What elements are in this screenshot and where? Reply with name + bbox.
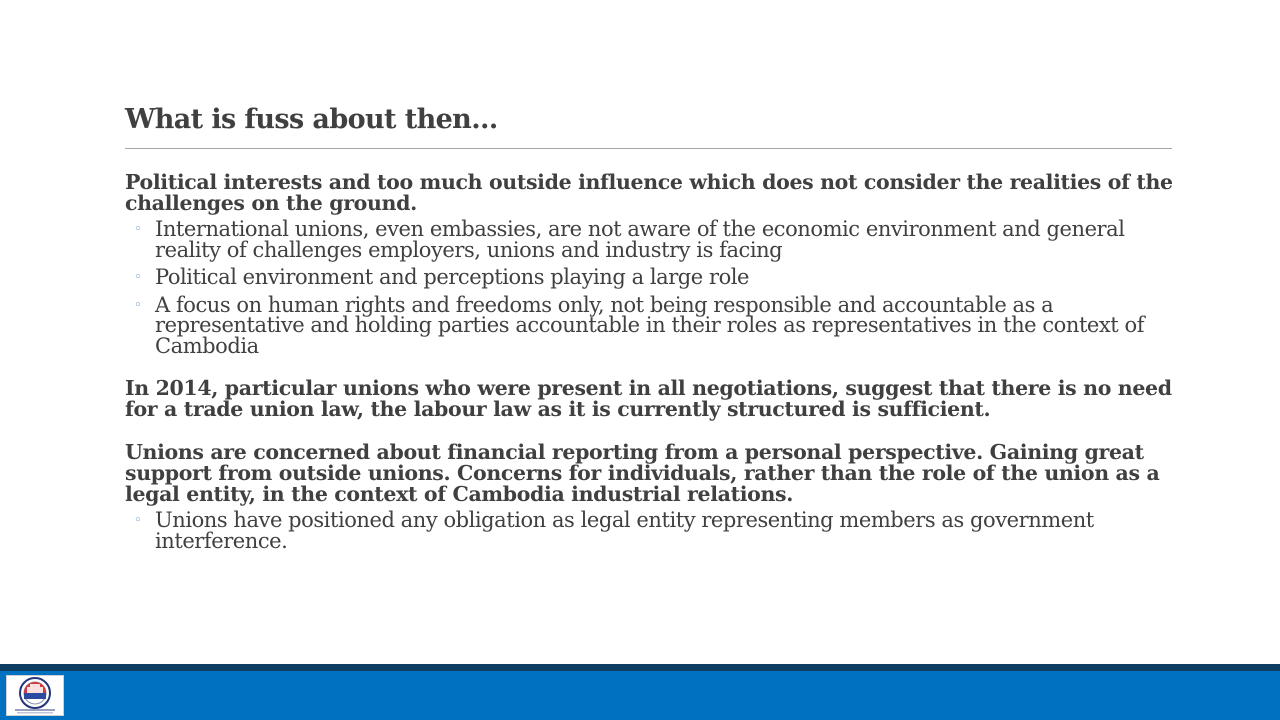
hollow-bullet-icon: ◦ bbox=[134, 297, 142, 313]
list-item bbox=[125, 267, 1175, 288]
footer-band bbox=[0, 671, 1280, 720]
list-item-text: A focus on human rights and freedoms only, not being responsible and accountable as a representative and holding parties accountable in their roles as representatives in the context of Cambodia bbox=[155, 292, 1145, 358]
list-item-text: Political environment and perceptions playing a large role bbox=[155, 265, 750, 289]
paragraph-political-interests: Political interests and too much outside influence which does not consider the realities of the challenges on the ground. bbox=[125, 170, 1173, 215]
list-item-text: International unions, even embassies, are not aware of the economic environment and general reality of challenges employers, unions and industry is facing bbox=[155, 217, 1125, 262]
paragraph-financial-reporting: Unions are concerned about financial reporting from a personal perspective. Gaining great support from outside unions. Concerns for individuals, rather than the role of the union as a legal entity, in the context of Cambodia industrial relations. bbox=[125, 440, 1160, 506]
bullet-list-financial bbox=[125, 510, 1175, 551]
slide-body bbox=[125, 172, 1175, 558]
title-divider bbox=[125, 148, 1172, 149]
organization-seal-logo-icon bbox=[6, 675, 64, 716]
hollow-bullet-icon: ◦ bbox=[134, 270, 142, 285]
paragraph-2014-unions: In 2014, particular unions who were present in all negotiations, suggest that there is no need for a trade union law, the labour law as it is currently structured is sufficient. bbox=[125, 376, 1172, 421]
list-item-text: Unions have positioned any obligation as legal entity representing members as government interference. bbox=[155, 508, 1094, 553]
list-item bbox=[125, 292, 1175, 358]
list-item bbox=[125, 510, 1175, 551]
list-item bbox=[125, 219, 1175, 260]
slide-title: What is fuss about then… bbox=[125, 104, 498, 135]
footer-stripe bbox=[0, 664, 1280, 671]
bullet-list-political bbox=[125, 219, 1175, 356]
hollow-bullet-icon: ◦ bbox=[134, 513, 142, 528]
hollow-bullet-icon: ◦ bbox=[134, 222, 142, 237]
